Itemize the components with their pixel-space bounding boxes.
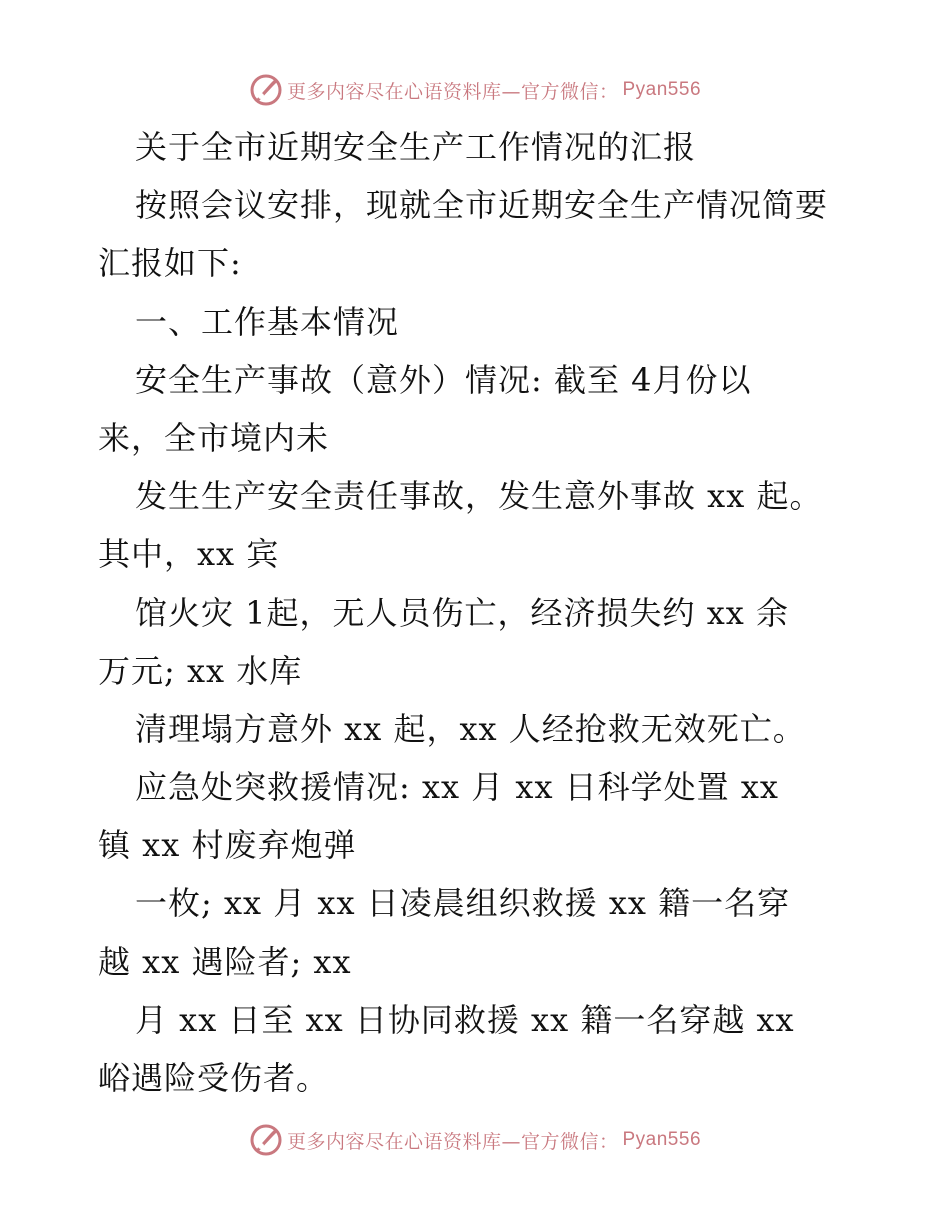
watermark-text: 更多内容尽在心语资料库—官方微信： xyxy=(286,1130,619,1153)
document-line: 一、工作基本情况 xyxy=(135,302,400,341)
document-line: 万元; xx 水库 xyxy=(98,651,303,690)
document-line: 关于全市近期安全生产工作情况的汇报 xyxy=(135,128,697,166)
document-line: 按照会议安排，现就全市近期安全生产情况简要 xyxy=(135,186,829,225)
document-line: 清理塌方意外 xx 起，xx 人经抢救无效死亡。 xyxy=(135,709,806,748)
document-body xyxy=(98,118,858,1107)
document-line: 峪遇险受伤者。 xyxy=(98,1059,330,1097)
footer-watermark xyxy=(0,1120,950,1160)
quill-seal-icon xyxy=(249,73,283,107)
document-line: 镇 xx 村废弃炮弹 xyxy=(98,826,357,865)
document-line: 来，全市境内未 xyxy=(98,418,330,457)
document-line: 安全生产事故（意外）情况: 截至 4月份以 xyxy=(135,360,752,399)
document-line: 应急处突救援情况: xx 月 xx 日科学处置 xx xyxy=(135,768,779,807)
watermark-contact: Pyan556 xyxy=(622,79,702,100)
document-line: 发生生产安全责任事故，发生意外事故 xx 起。 xyxy=(135,477,823,516)
document-line: 馆火灾 1起，无人员伤亡，经济损失约 xx 余 xyxy=(135,593,789,632)
document-line: 月 xx 日至 xx 日协同救援 xx 籍一名穿越 xx xyxy=(135,1000,795,1039)
quill-seal-icon xyxy=(249,1123,283,1157)
document-line: 汇报如下: xyxy=(98,244,242,283)
watermark-text: 更多内容尽在心语资料库—官方微信： xyxy=(286,80,619,103)
header-watermark xyxy=(0,70,950,110)
document-line: 越 xx 遇险者; xx xyxy=(98,942,352,981)
watermark-contact: Pyan556 xyxy=(622,1129,702,1150)
document-line: 其中，xx 宾 xyxy=(98,535,280,574)
document-line: 一枚; xx 月 xx 日凌晨组织救援 xx 籍一名穿 xyxy=(135,884,791,923)
